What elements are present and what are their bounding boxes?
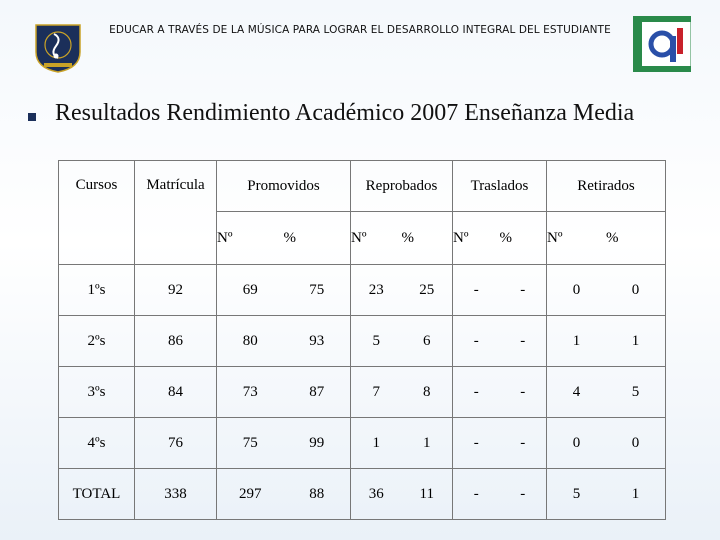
cell-prom-n: 69 xyxy=(242,281,258,298)
cell-traslados xyxy=(453,418,547,469)
cell-tras-p: - xyxy=(520,281,526,298)
cell-prom-n: 297 xyxy=(239,485,262,502)
cell-curso: 1ºs xyxy=(59,265,135,316)
cell-prom-n: 80 xyxy=(242,332,258,349)
subheader-porcentaje: % xyxy=(499,229,512,246)
header-promovidos: Promovidos xyxy=(217,161,351,212)
cell-retirados xyxy=(547,367,666,418)
bullet-icon xyxy=(28,113,36,121)
cell-promovidos xyxy=(217,265,351,316)
cell-prom-p: 88 xyxy=(309,485,325,502)
cell-reprobados xyxy=(351,265,453,316)
cell-reprobados xyxy=(351,469,453,520)
subheader-retirados xyxy=(547,212,666,265)
cell-ret-p: 0 xyxy=(631,434,640,451)
results-table xyxy=(58,160,666,520)
cell-repr-n: 36 xyxy=(368,485,384,502)
cell-matricula: 84 xyxy=(135,367,217,418)
cell-repr-n: 7 xyxy=(372,383,380,400)
cell-ret-n: 1 xyxy=(572,332,581,349)
table-row xyxy=(59,367,666,418)
cell-prom-p: 75 xyxy=(309,281,325,298)
cell-prom-n: 73 xyxy=(242,383,258,400)
subheader-numero: Nº xyxy=(547,229,563,246)
cell-curso: 2ºs xyxy=(59,316,135,367)
subheader-porcentaje: % xyxy=(606,229,619,246)
cell-reprobados xyxy=(351,367,453,418)
subheader-porcentaje: % xyxy=(283,229,296,246)
cell-traslados xyxy=(453,469,547,520)
header-cursos: Cursos xyxy=(59,161,135,265)
cell-repr-n: 5 xyxy=(372,332,380,349)
cell-prom-n: 75 xyxy=(242,434,258,451)
cell-tras-n: - xyxy=(473,332,479,349)
cell-tras-n: - xyxy=(473,383,479,400)
cell-prom-p: 93 xyxy=(309,332,325,349)
header-banner-text: EDUCAR A TRAVÉS DE LA MÚSICA PARA LOGRAR EL DESARROLLO INTEGRAL DEL ESTUDIANTE xyxy=(109,24,611,36)
cell-prom-p: 87 xyxy=(309,383,325,400)
cell-matricula: 92 xyxy=(135,265,217,316)
cell-ret-n: 4 xyxy=(572,383,581,400)
cell-repr-n: 23 xyxy=(368,281,384,298)
subheader-traslados xyxy=(453,212,547,265)
cell-tras-p: - xyxy=(520,485,526,502)
cell-matricula: 76 xyxy=(135,418,217,469)
subheader-numero: Nº xyxy=(351,229,367,246)
cell-reprobados xyxy=(351,316,453,367)
subheader-numero: Nº xyxy=(453,229,469,246)
cell-ret-p: 5 xyxy=(631,383,640,400)
cell-repr-p: 8 xyxy=(423,383,431,400)
subheader-porcentaje: % xyxy=(401,229,414,246)
cell-prom-p: 99 xyxy=(309,434,325,451)
subheader-numero: Nº xyxy=(217,229,233,246)
header-retirados: Retirados xyxy=(547,161,666,212)
table-header-row xyxy=(59,161,666,212)
cell-traslados xyxy=(453,316,547,367)
cell-traslados xyxy=(453,367,547,418)
cell-curso: TOTAL xyxy=(59,469,135,520)
table-row xyxy=(59,265,666,316)
cell-tras-p: - xyxy=(520,383,526,400)
cell-repr-n: 1 xyxy=(372,434,380,451)
cell-ret-p: 0 xyxy=(631,281,640,298)
cell-tras-n: - xyxy=(473,434,479,451)
cell-retirados xyxy=(547,418,666,469)
subheader-promovidos xyxy=(217,212,351,265)
cell-repr-p: 6 xyxy=(423,332,431,349)
cell-curso: 4ºs xyxy=(59,418,135,469)
table-row xyxy=(59,316,666,367)
header-traslados: Traslados xyxy=(453,161,547,212)
cell-tras-p: - xyxy=(520,332,526,349)
cell-repr-p: 25 xyxy=(419,281,435,298)
cell-curso: 3ºs xyxy=(59,367,135,418)
cell-matricula: 86 xyxy=(135,316,217,367)
cell-promovidos xyxy=(217,418,351,469)
cell-promovidos xyxy=(217,367,351,418)
cell-promovidos xyxy=(217,469,351,520)
cell-ret-n: 0 xyxy=(572,434,581,451)
cell-repr-p: 11 xyxy=(419,485,434,502)
cell-traslados xyxy=(453,265,547,316)
cell-ret-n: 0 xyxy=(572,281,581,298)
quality-seal-logo xyxy=(633,16,691,72)
cell-promovidos xyxy=(217,316,351,367)
cell-ret-n: 5 xyxy=(572,485,581,502)
cell-retirados xyxy=(547,265,666,316)
header-reprobados: Reprobados xyxy=(351,161,453,212)
cell-repr-p: 1 xyxy=(423,434,431,451)
cell-reprobados xyxy=(351,418,453,469)
header-matricula: Matrícula xyxy=(135,161,217,265)
cell-retirados xyxy=(547,316,666,367)
cell-tras-p: - xyxy=(520,434,526,451)
cell-retirados xyxy=(547,469,666,520)
table-row-total xyxy=(59,469,666,520)
cell-matricula: 338 xyxy=(135,469,217,520)
cell-ret-p: 1 xyxy=(631,485,640,502)
cell-tras-n: - xyxy=(473,281,479,298)
cell-tras-n: - xyxy=(473,485,479,502)
cell-ret-p: 1 xyxy=(631,332,640,349)
subheader-reprobados xyxy=(351,212,453,265)
table-row xyxy=(59,418,666,469)
slide-title: Resultados Rendimiento Académico 2007 Enseñanza Media xyxy=(55,100,635,126)
